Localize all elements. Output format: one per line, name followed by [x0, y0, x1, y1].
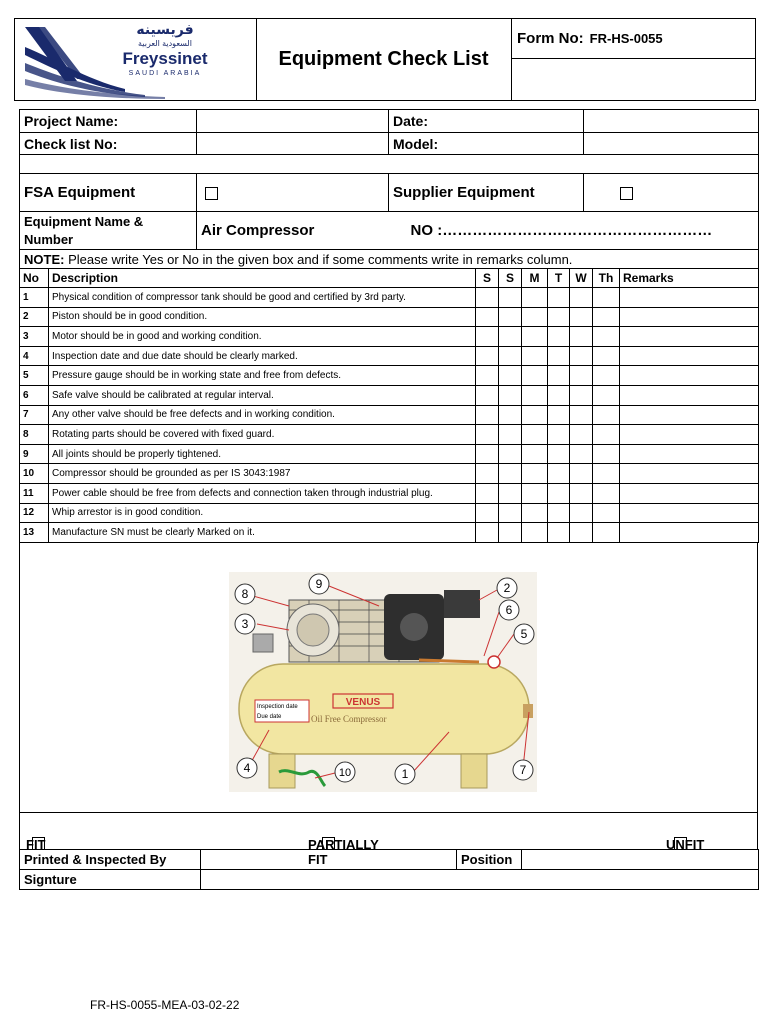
item-check-mon[interactable]	[522, 425, 548, 445]
column-header-mon: M	[522, 269, 548, 288]
item-check-sat[interactable]	[476, 483, 499, 503]
logo-arabic-name: فريسينه	[136, 21, 194, 37]
item-check-mon[interactable]	[522, 327, 548, 347]
item-description: Compressor should be grounded as per IS 3043:1987	[49, 464, 476, 484]
item-check-wed[interactable]	[570, 405, 593, 425]
item-description: Piston should be in good condition.	[49, 307, 476, 327]
logo-company-name: Freyssinet	[122, 49, 208, 68]
note-text: Please write Yes or No in the given box and if some comments write in remarks column.	[68, 251, 573, 267]
item-remarks[interactable]	[620, 503, 759, 523]
svg-text:7: 7	[519, 763, 527, 777]
item-check-sat[interactable]	[476, 464, 499, 484]
table-row	[20, 464, 759, 484]
item-check-mon[interactable]	[522, 385, 548, 405]
inspection-date-tag-line2: Due date	[257, 714, 282, 720]
callout-9	[309, 574, 329, 594]
item-check-sun[interactable]	[499, 327, 522, 347]
item-check-thu[interactable]	[593, 405, 620, 425]
item-check-sun[interactable]	[499, 385, 522, 405]
item-check-wed[interactable]	[570, 523, 593, 543]
date-field[interactable]	[584, 110, 759, 133]
table-row	[20, 483, 759, 503]
item-check-sat[interactable]	[476, 425, 499, 445]
svg-text:5: 5	[520, 627, 528, 641]
item-check-mon[interactable]	[522, 288, 548, 308]
table-row	[20, 366, 759, 386]
item-check-tue[interactable]	[548, 385, 570, 405]
item-number: 1	[20, 288, 49, 308]
item-check-mon[interactable]	[522, 346, 548, 366]
item-number: 3	[20, 327, 49, 347]
form-number-value: FR-HS-0055	[589, 31, 663, 46]
svg-text:10: 10	[338, 767, 352, 779]
check-list-no-label: Check list No:	[20, 133, 197, 155]
item-check-sun[interactable]	[499, 523, 522, 543]
item-check-wed[interactable]	[570, 385, 593, 405]
form-number	[511, 19, 755, 59]
equipment-name-value: Air Compressor	[201, 222, 315, 239]
callout-3	[235, 614, 255, 634]
item-check-mon[interactable]	[522, 464, 548, 484]
document-header	[14, 18, 756, 101]
item-description: Whip arrestor is in good condition.	[49, 503, 476, 523]
fsa-equipment-checkbox[interactable]	[205, 187, 218, 200]
inspection-date-tag-line1: Inspection date	[257, 704, 298, 710]
item-number: 11	[20, 483, 49, 503]
item-number: 2	[20, 307, 49, 327]
item-check-thu[interactable]	[593, 307, 620, 327]
item-description: Manufacture SN must be clearly Marked on it.	[49, 523, 476, 543]
model-label: Model:	[389, 133, 584, 155]
item-check-wed[interactable]	[570, 464, 593, 484]
supplier-equipment-cell	[584, 174, 759, 212]
check-list-no-field[interactable]	[197, 133, 389, 155]
item-remarks[interactable]	[620, 444, 759, 464]
column-header-sat: S	[476, 269, 499, 288]
item-check-thu[interactable]	[593, 425, 620, 445]
item-check-wed[interactable]	[570, 444, 593, 464]
air-compressor-diagram	[229, 572, 537, 792]
item-check-wed[interactable]	[570, 503, 593, 523]
position-label: Position	[457, 850, 522, 870]
item-check-wed[interactable]	[570, 346, 593, 366]
callout-6	[499, 600, 519, 620]
column-header-no: No	[20, 269, 49, 288]
callout-10	[335, 762, 355, 782]
item-check-tue[interactable]	[548, 327, 570, 347]
item-check-sat[interactable]	[476, 385, 499, 405]
inspected-by-label: Printed & Inspected By	[20, 850, 201, 870]
item-description: Rotating parts should be covered with fixed guard.	[49, 425, 476, 445]
item-check-tue[interactable]	[548, 288, 570, 308]
item-remarks[interactable]	[620, 327, 759, 347]
svg-text:3: 3	[241, 617, 249, 631]
footer-document-code: FR-HS-0055-MEA-03-02-22	[90, 998, 240, 1012]
signature-field[interactable]	[201, 870, 759, 890]
item-check-tue[interactable]	[548, 503, 570, 523]
table-row	[20, 346, 759, 366]
callout-5	[514, 624, 534, 644]
info-table	[19, 109, 759, 269]
item-check-thu[interactable]	[593, 523, 620, 543]
note-row	[20, 250, 759, 269]
item-number: 9	[20, 444, 49, 464]
company-logo	[15, 19, 257, 100]
column-header-tue: T	[548, 269, 570, 288]
item-check-thu[interactable]	[593, 444, 620, 464]
item-check-tue[interactable]	[548, 405, 570, 425]
column-header-thu: Th	[593, 269, 620, 288]
item-number: 7	[20, 405, 49, 425]
item-check-sat[interactable]	[476, 288, 499, 308]
project-name-field[interactable]	[197, 110, 389, 133]
fit-label: FIT	[26, 837, 46, 852]
item-number: 6	[20, 385, 49, 405]
item-check-wed[interactable]	[570, 425, 593, 445]
brand-name: VENUS	[345, 697, 381, 708]
item-check-thu[interactable]	[593, 385, 620, 405]
column-header-description: Description	[49, 269, 476, 288]
item-number: 4	[20, 346, 49, 366]
item-check-sun[interactable]	[499, 503, 522, 523]
inspected-by-field[interactable]	[201, 850, 457, 870]
supplier-equipment-checkbox[interactable]	[620, 187, 633, 200]
callout-8	[235, 584, 255, 604]
item-check-sat[interactable]	[476, 307, 499, 327]
item-description: Safe valve should be calibrated at regular interval.	[49, 385, 476, 405]
item-check-sun[interactable]	[499, 307, 522, 327]
item-check-wed[interactable]	[570, 307, 593, 327]
item-check-sun[interactable]	[499, 464, 522, 484]
logo-country: SAUDI ARABIA	[128, 70, 202, 77]
unfit-label: UNFIT	[666, 837, 705, 852]
item-check-tue[interactable]	[548, 483, 570, 503]
item-remarks[interactable]	[620, 464, 759, 484]
item-number: 10	[20, 464, 49, 484]
item-description: Physical condition of compressor tank should be good and certified by 3rd party.	[49, 288, 476, 308]
item-check-sat[interactable]	[476, 327, 499, 347]
item-check-mon[interactable]	[522, 483, 548, 503]
item-remarks[interactable]	[620, 366, 759, 386]
callout-2	[497, 578, 517, 598]
table-row	[20, 385, 759, 405]
model-field[interactable]	[584, 133, 759, 155]
item-check-sun[interactable]	[499, 346, 522, 366]
item-number: 13	[20, 523, 49, 543]
spacer-row	[20, 155, 759, 174]
fsa-equipment-label: FSA Equipment	[20, 174, 197, 212]
item-check-wed[interactable]	[570, 483, 593, 503]
item-check-sat[interactable]	[476, 523, 499, 543]
table-row	[20, 307, 759, 327]
item-check-tue[interactable]	[548, 366, 570, 386]
svg-text:2: 2	[503, 581, 511, 595]
item-check-mon[interactable]	[522, 307, 548, 327]
equipment-number-label: NO :………………………………………………	[410, 222, 713, 239]
item-check-tue[interactable]	[548, 425, 570, 445]
item-check-tue[interactable]	[548, 523, 570, 543]
signoff-table	[19, 849, 759, 890]
item-remarks[interactable]	[620, 405, 759, 425]
equipment-name-label: Equipment Name & Number	[20, 212, 197, 250]
item-check-sat[interactable]	[476, 405, 499, 425]
item-check-wed[interactable]	[570, 288, 593, 308]
item-remarks[interactable]	[620, 307, 759, 327]
item-remarks[interactable]	[620, 288, 759, 308]
callout-4	[237, 758, 257, 778]
item-check-sun[interactable]	[499, 425, 522, 445]
item-remarks[interactable]	[620, 346, 759, 366]
column-header-remarks: Remarks	[620, 269, 759, 288]
item-description: All joints should be properly tightened.	[49, 444, 476, 464]
svg-text:9: 9	[315, 577, 323, 591]
item-check-tue[interactable]	[548, 307, 570, 327]
item-check-sat[interactable]	[476, 444, 499, 464]
item-check-wed[interactable]	[570, 327, 593, 347]
item-check-sat[interactable]	[476, 366, 499, 386]
item-check-tue[interactable]	[548, 346, 570, 366]
item-description: Power cable should be free from defects and connection taken through industrial plug.	[49, 483, 476, 503]
item-check-sun[interactable]	[499, 366, 522, 386]
item-check-thu[interactable]	[593, 483, 620, 503]
item-check-sat[interactable]	[476, 503, 499, 523]
supplier-equipment-label: Supplier Equipment	[389, 174, 584, 212]
date-label: Date:	[389, 110, 584, 133]
item-check-thu[interactable]	[593, 346, 620, 366]
form-number-label: Form No:	[517, 30, 584, 47]
item-check-mon[interactable]	[522, 405, 548, 425]
item-check-thu[interactable]	[593, 327, 620, 347]
table-row	[20, 503, 759, 523]
item-check-tue[interactable]	[548, 444, 570, 464]
partially-fit-label: PARTIALLY FIT	[308, 837, 379, 867]
signature-label: Signture	[20, 870, 201, 890]
note-label: NOTE:	[24, 251, 65, 267]
brand-subtitle: Oil Free Compressor	[311, 714, 387, 724]
item-check-sat[interactable]	[476, 346, 499, 366]
item-check-sun[interactable]	[499, 444, 522, 464]
table-row	[20, 288, 759, 308]
item-check-tue[interactable]	[548, 464, 570, 484]
table-row	[20, 327, 759, 347]
item-check-thu[interactable]	[593, 503, 620, 523]
item-check-mon[interactable]	[522, 503, 548, 523]
item-check-mon[interactable]	[522, 444, 548, 464]
item-number: 8	[20, 425, 49, 445]
table-row	[20, 523, 759, 543]
fsa-equipment-cell	[197, 174, 389, 212]
project-name-label: Project Name:	[20, 110, 197, 133]
item-check-thu[interactable]	[593, 288, 620, 308]
svg-text:8: 8	[241, 587, 249, 601]
column-header-sun: S	[499, 269, 522, 288]
item-check-sun[interactable]	[499, 405, 522, 425]
svg-text:1: 1	[401, 767, 409, 781]
item-description: Motor should be in good and working condition.	[49, 327, 476, 347]
item-description: Inspection date and due date should be clearly marked.	[49, 346, 476, 366]
equipment-name-cell	[197, 212, 759, 250]
item-remarks[interactable]	[620, 523, 759, 543]
item-remarks[interactable]	[620, 483, 759, 503]
item-check-thu[interactable]	[593, 366, 620, 386]
item-check-thu[interactable]	[593, 464, 620, 484]
document-title: Equipment Check List	[256, 19, 512, 100]
position-field[interactable]	[522, 850, 759, 870]
item-number: 5	[20, 366, 49, 386]
item-remarks[interactable]	[620, 425, 759, 445]
column-header-wed: W	[570, 269, 593, 288]
svg-text:6: 6	[505, 603, 513, 617]
item-description: Any other valve should be free defects and in working condition.	[49, 405, 476, 425]
table-row	[20, 444, 759, 464]
callout-1	[395, 764, 415, 784]
logo-arabic-sub: السعودية العربية	[138, 39, 192, 48]
item-check-mon[interactable]	[522, 366, 548, 386]
table-row	[20, 405, 759, 425]
callout-7	[513, 760, 533, 780]
item-remarks[interactable]	[620, 385, 759, 405]
table-row	[20, 425, 759, 445]
item-check-mon[interactable]	[522, 523, 548, 543]
checklist-table	[19, 268, 759, 543]
item-check-sun[interactable]	[499, 288, 522, 308]
item-check-wed[interactable]	[570, 366, 593, 386]
svg-text:4: 4	[243, 761, 251, 775]
item-description: Pressure gauge should be in working state and free from defects.	[49, 366, 476, 386]
item-number: 12	[20, 503, 49, 523]
item-check-sun[interactable]	[499, 483, 522, 503]
